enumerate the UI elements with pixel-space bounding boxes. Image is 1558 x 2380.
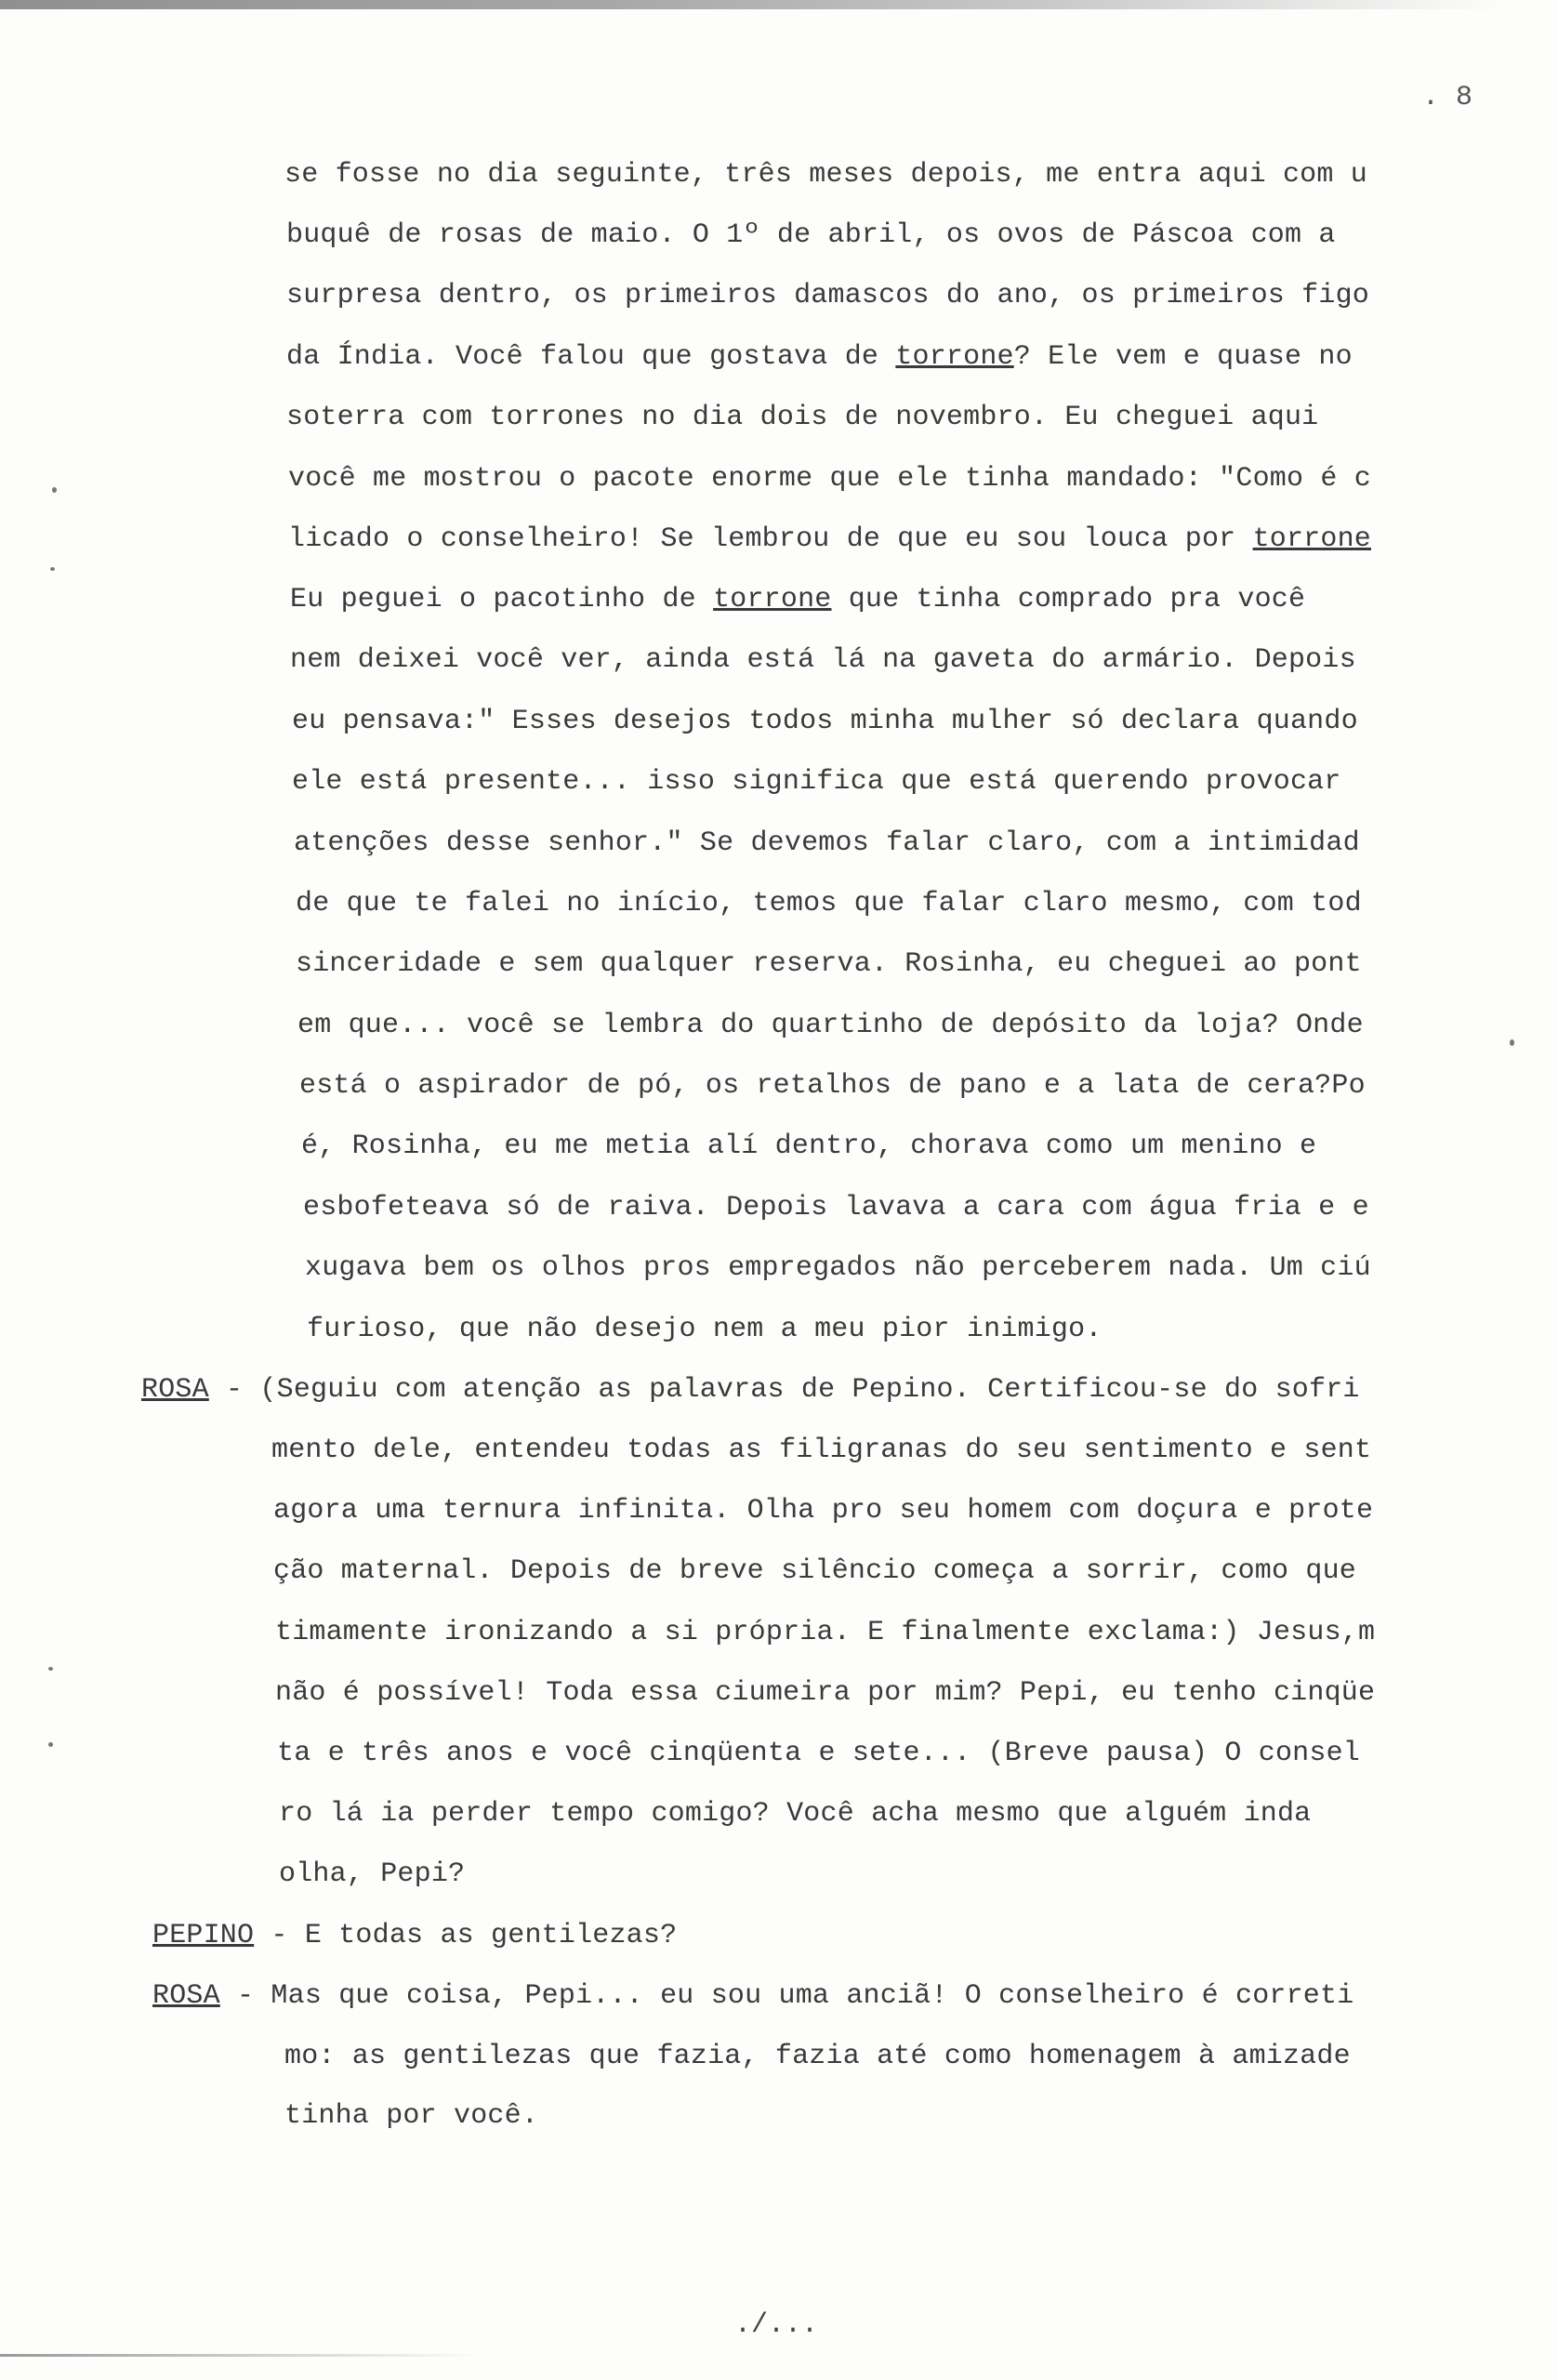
text-line: ele está presente... isso significa que está querendo provocar xyxy=(292,766,1341,798)
text-line: se fosse no dia seguinte, três meses depois, me entra aqui com u xyxy=(284,159,1367,191)
text-line: atenções desse senhor." Se devemos falar claro, com a intimidad xyxy=(294,827,1360,859)
speaker-name: PEPINO xyxy=(152,1920,255,1951)
dialogue-text-line: mento dele, entendeu todas as filigranas do seu sentimento e sent xyxy=(271,1435,1372,1466)
text-line-part: ? Ele vem e quase no xyxy=(1013,341,1353,373)
text-line-part: que tinha comprado pra você xyxy=(831,584,1306,615)
scan-edge-top xyxy=(0,0,1506,9)
page-number: . 8 xyxy=(1422,82,1473,113)
dialogue-text-line: ção maternal. Depois de breve silêncio começa a sorrir, como que xyxy=(273,1555,1356,1587)
underlined-word: torrone xyxy=(895,341,1014,373)
text-line xyxy=(290,581,1305,618)
text-line: sinceridade e sem qualquer reserva. Rosinha, eu cheguei ao pont xyxy=(296,948,1362,980)
continuation-mark: ./... xyxy=(734,2309,819,2341)
text-line: xugava bem os olhos pros empregados não perceberem nada. Um ciú xyxy=(305,1252,1371,1284)
text-line xyxy=(288,521,1371,558)
text-line-part: Eu peguei o pacotinho de xyxy=(290,584,714,615)
text-line: você me mostrou o pacote enorme que ele tinha mandado: "Como é c xyxy=(288,463,1371,495)
speaker-dash: - xyxy=(254,1920,305,1951)
text-line: furioso, que não desejo nem a meu pior inimigo. xyxy=(307,1314,1102,1345)
dialogue-speaker-line xyxy=(152,1977,1353,2015)
underlined-word: torrone xyxy=(713,584,832,615)
scan-speck xyxy=(50,567,55,571)
text-line: soterra com torrones no dia dois de novembro. Eu cheguei aqui xyxy=(286,402,1319,433)
dialogue-text-line: ta e três anos e você cinqüenta e sete... (Breve pausa) O consel xyxy=(277,1738,1360,1769)
text-line: em que... você se lembra do quartinho de depósito da loja? Onde xyxy=(297,1010,1364,1041)
underlined-word: torrone xyxy=(1252,523,1371,555)
dialogue-speaker-line xyxy=(152,1917,677,1954)
speaker-dash: - xyxy=(219,1980,271,2012)
text-line: nem deixei você ver, ainda está lá na gaveta do armário. Depois xyxy=(290,644,1356,676)
text-line xyxy=(286,338,1353,376)
text-line-part: da Índia. Você falou que gostava de xyxy=(286,341,896,373)
scan-speck xyxy=(52,487,57,493)
dialogue-text-line: mo: as gentilezas que fazia, fazia até como homenagem à amizade xyxy=(284,2041,1351,2072)
dialogue-text-line: tinha por você. xyxy=(284,2100,539,2132)
text-line: surpresa dentro, os primeiros damascos do ano, os primeiros figo xyxy=(286,280,1369,311)
scan-speck xyxy=(48,1667,53,1671)
speaker-name: ROSA xyxy=(152,1980,220,2012)
dialogue-text: Mas que coisa, Pepi... eu sou uma anciã! O conselheiro é correti xyxy=(271,1980,1354,2012)
text-line: é, Rosinha, eu me metia alí dentro, chorava como um menino e xyxy=(301,1130,1317,1162)
dialogue-speaker-line xyxy=(141,1371,1360,1408)
text-line-part: licado o conselheiro! Se lembrou de que eu sou louca por xyxy=(288,523,1253,555)
text-line: buquê de rosas de maio. O 1º de abril, os ovos de Páscoa com a xyxy=(286,219,1336,251)
text-line: eu pensava:" Esses desejos todos minha mulher só declara quando xyxy=(292,706,1358,737)
dialogue-text-line: ro lá ia perder tempo comigo? Você acha mesmo que alguém inda xyxy=(279,1798,1312,1830)
dialogue-text-line: agora uma ternura infinita. Olha pro seu homem com doçura e prote xyxy=(273,1495,1374,1527)
text-line: está o aspirador de pó, os retalhos de pano e a lata de cera?Po xyxy=(299,1070,1366,1102)
scan-speck xyxy=(48,1742,53,1747)
speaker-dash: - xyxy=(208,1374,260,1406)
dialogue-text: (Seguiu com atenção as palavras de Pepino. Certificou-se do sofri xyxy=(259,1374,1360,1406)
dialogue-text-line: olha, Pepi? xyxy=(279,1858,466,1890)
scan-speck xyxy=(1510,1039,1514,1046)
scan-edge-bottom xyxy=(0,2354,483,2357)
dialogue-text-line: não é possível! Toda essa ciumeira por mim? Pepi, eu tenho cinqüe xyxy=(275,1677,1376,1709)
dialogue-text-line: timamente ironizando a si própria. E finalmente exclama:) Jesus,m xyxy=(275,1617,1376,1648)
text-line: esbofeteava só de raiva. Depois lavava a cara com água fria e e xyxy=(303,1192,1369,1223)
speaker-name: ROSA xyxy=(141,1374,209,1406)
text-line: de que te falei no início, temos que falar claro mesmo, com tod xyxy=(296,888,1362,919)
dialogue-text: E todas as gentilezas? xyxy=(304,1920,678,1951)
